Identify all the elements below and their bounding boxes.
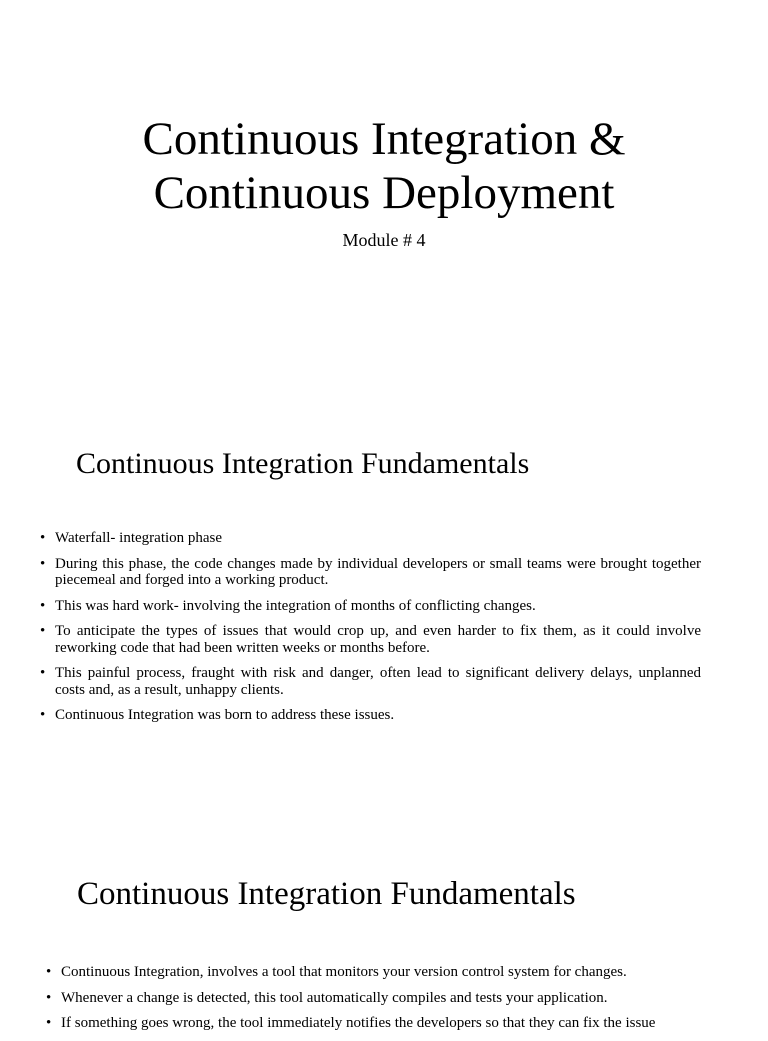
bullet-item: • Waterfall- integration phase	[40, 530, 701, 547]
title-slide	[0, 0, 768, 330]
bullet-item: • To anticipate the types of issues that would crop up, and even harder to fix them, as it could involve reworking code that had been written weeks or months before.	[40, 623, 701, 656]
bullet-item: • This painful process, fraught with risk and danger, often lead to significant delivery delays, unplanned costs and, as a result, unhappy clients.	[40, 665, 701, 698]
bullet-item: • If something goes wrong, the tool immediately notifies the developers so that they can fix the issue	[46, 1015, 708, 1032]
bullet-item: • During this phase, the code changes made by individual developers or small teams were brought together piecemeal and forged into a working product.	[40, 556, 701, 589]
presentation-title	[0, 112, 768, 220]
slide-heading: Continuous Integration Fundamentals	[77, 876, 576, 912]
slide-heading: Continuous Integration Fundamentals	[76, 447, 530, 480]
bullet-list	[46, 964, 708, 1041]
title-line-1: Continuous Integration &	[142, 113, 626, 165]
module-subtitle: Module # 4	[342, 230, 426, 250]
ci-fundamentals-slide-1	[0, 330, 768, 820]
bullet-item: • Continuous Integration, involves a tool that monitors your version control system for changes.	[46, 964, 708, 981]
bullet-item: • Continuous Integration was born to address these issues.	[40, 707, 701, 724]
title-line-2: Continuous Deployment	[153, 167, 615, 219]
bullet-item: • This was hard work- involving the integration of months of conflicting changes.	[40, 598, 701, 615]
ci-fundamentals-slide-2	[0, 820, 768, 1031]
bullet-item: • Whenever a change is detected, this tool automatically compiles and tests your application.	[46, 990, 708, 1007]
bullet-list	[40, 530, 701, 733]
